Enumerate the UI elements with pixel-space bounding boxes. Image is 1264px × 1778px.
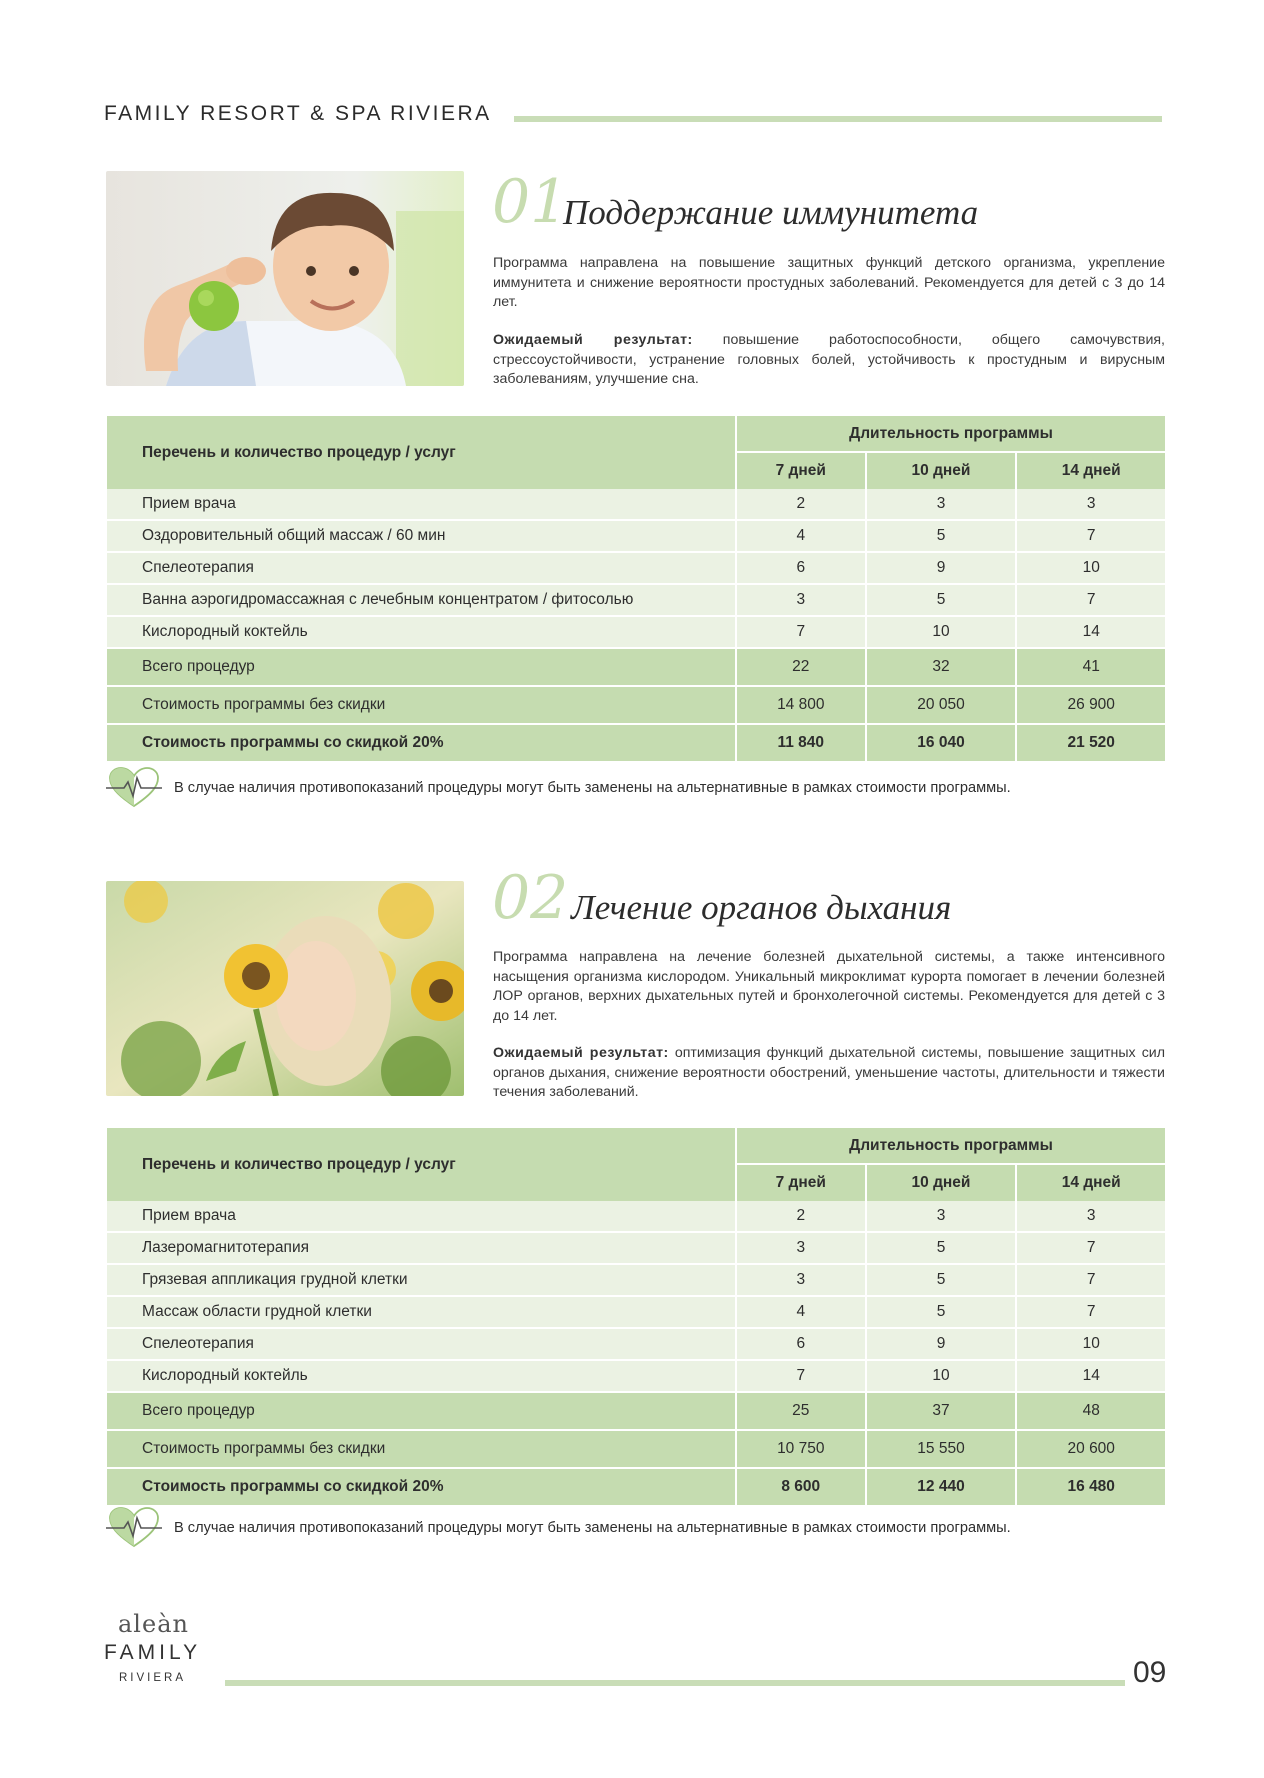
procedure-name: Ванна аэрогидромассажная с лечебным концентратом / фитосолью (107, 584, 736, 616)
procedure-count: 3 (736, 584, 866, 616)
procedure-name: Грязевая аппликация грудной клетки (107, 1264, 736, 1296)
procedure-count: 6 (736, 1328, 866, 1360)
table-header-label: Перечень и количество процедур / услуг (107, 416, 736, 489)
price-value: 20 050 (866, 686, 1017, 724)
procedure-count: 4 (736, 1296, 866, 1328)
table-row (107, 1360, 1165, 1392)
day-column-header: 10 дней (866, 1164, 1017, 1201)
total-value: 25 (736, 1392, 866, 1430)
procedure-name: Лазеромагнитотерапия (107, 1232, 736, 1264)
procedures-table (107, 1128, 1165, 1505)
table-row (107, 1328, 1165, 1360)
table-row (107, 1232, 1165, 1264)
procedure-count: 7 (736, 616, 866, 648)
total-label: Всего процедур (107, 648, 736, 686)
table-row (107, 1264, 1165, 1296)
procedure-count: 10 (866, 616, 1017, 648)
section-title: Лечение органов дыхания (571, 888, 952, 927)
day-column-header: 10 дней (866, 452, 1017, 489)
price-row (107, 686, 1165, 724)
discount-price-row (107, 724, 1165, 761)
total-row (107, 648, 1165, 686)
table-row (107, 1296, 1165, 1328)
table-row (107, 552, 1165, 584)
expected-result-label: Ожидаемый результат: (493, 332, 693, 348)
procedure-name: Спелеотерапия (107, 552, 736, 584)
procedure-count: 9 (866, 552, 1017, 584)
logo-riviera: RIVIERA (119, 1672, 187, 1684)
procedure-count: 10 (866, 1360, 1017, 1392)
expected-result (493, 1044, 1165, 1103)
procedure-name: Спелеотерапия (107, 1328, 736, 1360)
procedure-count: 6 (736, 552, 866, 584)
procedure-count: 3 (1016, 1201, 1165, 1232)
expected-result (493, 331, 1165, 390)
table-row (107, 584, 1165, 616)
discount-price-value: 21 520 (1016, 724, 1165, 761)
price-value: 26 900 (1016, 686, 1165, 724)
procedure-count: 7 (736, 1360, 866, 1392)
procedure-name: Массаж области грудной клетки (107, 1296, 736, 1328)
procedure-count: 5 (866, 584, 1017, 616)
duration-header: Длительность программы (736, 416, 1165, 452)
duration-header: Длительность программы (736, 1128, 1165, 1164)
total-value: 22 (736, 648, 866, 686)
heart-pulse-icon (106, 766, 162, 810)
discount-price-value: 8 600 (736, 1468, 866, 1505)
procedure-name: Оздоровительный общий массаж / 60 мин (107, 520, 736, 552)
discount-price-label: Стоимость программы со скидкой 20% (107, 724, 736, 761)
section-title: Поддержание иммунитета (563, 193, 979, 232)
table-row (107, 616, 1165, 648)
table-row (107, 520, 1165, 552)
procedure-count: 3 (866, 489, 1017, 520)
procedure-name: Кислородный коктейль (107, 1360, 736, 1392)
day-column-header: 7 дней (736, 1164, 866, 1201)
procedure-count: 3 (1016, 489, 1165, 520)
discount-price-value: 16 040 (866, 724, 1017, 761)
procedure-name: Прием врача (107, 489, 736, 520)
total-row (107, 1392, 1165, 1430)
procedure-name: Прием врача (107, 1201, 736, 1232)
procedure-count: 10 (1016, 1328, 1165, 1360)
procedure-count: 7 (1016, 1296, 1165, 1328)
day-column-header: 14 дней (1016, 452, 1165, 489)
document-header-title: FAMILY RESORT & SPA RIVIERA (104, 102, 492, 125)
table-row (107, 1201, 1165, 1232)
procedure-count: 7 (1016, 520, 1165, 552)
logo-family: FAMILY (104, 1641, 202, 1664)
section-description: Программа направлена на повышение защитных функций детского организма, укрепление иммунитета и снижение вероятности простудных заболеваний. Рекомендуется для детей с 3 до 14 лет. (493, 255, 1165, 310)
table-row (107, 489, 1165, 520)
expected-result-label: Ожидаемый результат: (493, 1045, 669, 1061)
girl-with-sunflower-photo (106, 881, 464, 1096)
total-value: 48 (1016, 1392, 1165, 1430)
expected-result-text: оптимизация функций дыхательной системы, повышение защитных сил органов дыхания, снижение вероятности обострений, уменьшение частоты, длительности и тяжести течения заболеваний. (493, 1045, 1165, 1100)
procedure-count: 2 (736, 489, 866, 520)
procedure-count: 2 (736, 1201, 866, 1232)
procedures-table (107, 416, 1165, 761)
contraindication-note: В случае наличия противопоказаний процедуры могут быть заменены на альтернативные в рамках стоимости программы. (174, 780, 1011, 796)
price-value: 20 600 (1016, 1430, 1165, 1468)
section-number: 01 (492, 167, 569, 237)
procedure-count: 7 (1016, 1232, 1165, 1264)
discount-price-row (107, 1468, 1165, 1505)
procedure-count: 7 (1016, 1264, 1165, 1296)
price-value: 10 750 (736, 1430, 866, 1468)
discount-price-label: Стоимость программы со скидкой 20% (107, 1468, 736, 1505)
procedure-count: 10 (1016, 552, 1165, 584)
header-divider (514, 116, 1162, 122)
discount-price-value: 11 840 (736, 724, 866, 761)
section-number: 02 (492, 863, 569, 933)
table-header-label: Перечень и количество процедур / услуг (107, 1128, 736, 1201)
contraindication-note: В случае наличия противопоказаний процедуры могут быть заменены на альтернативные в рамках стоимости программы. (174, 1520, 1011, 1536)
page-number: 09 (1133, 1656, 1167, 1689)
procedure-count: 3 (736, 1264, 866, 1296)
procedure-count: 5 (866, 1296, 1017, 1328)
procedure-count: 3 (736, 1232, 866, 1264)
procedure-count: 5 (866, 1232, 1017, 1264)
procedure-count: 14 (1016, 1360, 1165, 1392)
expected-result-text: повышение работоспособности, общего самочувствия, стрессоустойчивости, устранение головных болей, устойчивость к простудным и вирусным заболеваниям, улучшение сна. (493, 332, 1165, 387)
price-value: 14 800 (736, 686, 866, 724)
boy-with-apple-photo (106, 171, 464, 386)
logo-alean: aleàn (118, 1610, 189, 1638)
total-value: 41 (1016, 648, 1165, 686)
price-row (107, 1430, 1165, 1468)
total-value: 32 (866, 648, 1017, 686)
price-label: Стоимость программы без скидки (107, 686, 736, 724)
procedure-count: 14 (1016, 616, 1165, 648)
total-value: 37 (866, 1392, 1017, 1430)
procedure-count: 7 (1016, 584, 1165, 616)
total-label: Всего процедур (107, 1392, 736, 1430)
day-column-header: 7 дней (736, 452, 866, 489)
heart-pulse-icon (106, 1506, 162, 1550)
section-description: Программа направлена на лечение болезней дыхательной системы, а также интенсивного насыщения организма кислородом. Уникальный микроклимат курорта помогает в лечении болезней ЛОР органов, верхних дыхательных путей и бронхолегочной системы. Рекомендуется для детей с 3 до 14 лет. (493, 949, 1165, 1024)
price-label: Стоимость программы без скидки (107, 1430, 736, 1468)
day-column-header: 14 дней (1016, 1164, 1165, 1201)
procedure-count: 5 (866, 1264, 1017, 1296)
discount-price-value: 12 440 (866, 1468, 1017, 1505)
procedure-count: 5 (866, 520, 1017, 552)
procedure-name: Кислородный коктейль (107, 616, 736, 648)
price-value: 15 550 (866, 1430, 1017, 1468)
procedure-count: 4 (736, 520, 866, 552)
footer-divider (225, 1680, 1125, 1686)
procedure-count: 9 (866, 1328, 1017, 1360)
discount-price-value: 16 480 (1016, 1468, 1165, 1505)
procedure-count: 3 (866, 1201, 1017, 1232)
